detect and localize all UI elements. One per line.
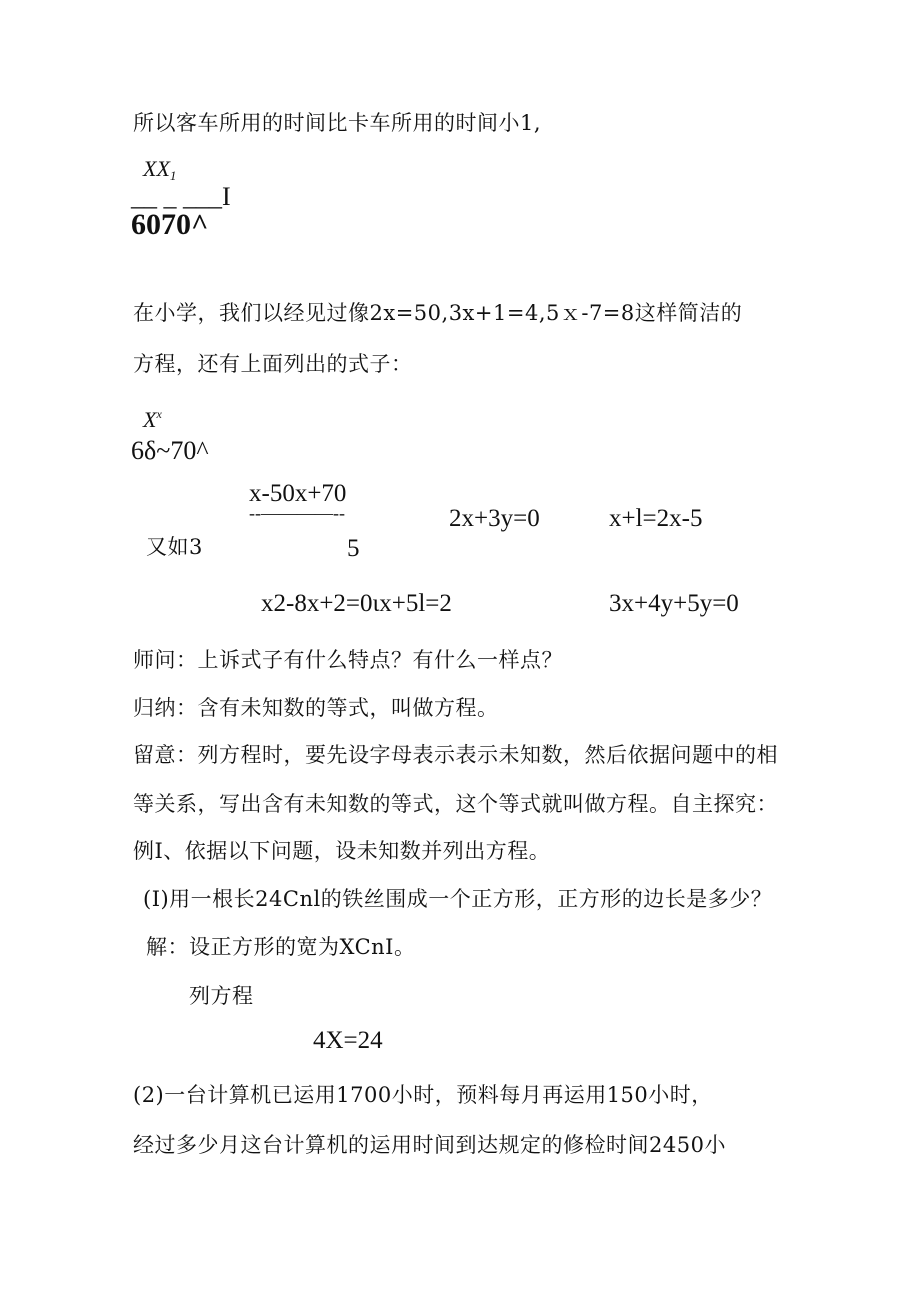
formula-2-top-main: X [143, 407, 157, 432]
equation-b: x+l=2x-5 [609, 505, 703, 532]
text-line-14: 经过多少月这台计算机的运用时间到达规定的修检时间2450小 [133, 1133, 726, 1157]
text-line-10: 解：设正方形的宽为XCnI。 [146, 935, 416, 959]
formula-1-middle: __ _ ___I [131, 182, 231, 211]
text-line-5: 归纳：含有未知数的等式，叫做方程。 [133, 696, 499, 720]
formula-2-top [143, 408, 162, 431]
formula-2-top-superscript: x [156, 407, 162, 421]
fraction-denominator: 5 [347, 535, 360, 562]
fraction-numerator: x-50x+70 [249, 480, 347, 507]
fraction-bar: --————-- [249, 503, 345, 523]
text-line-9: (I)用一根长24Cnl的铁丝围成一个正方形，正方形的边长是多少？ [143, 887, 773, 911]
youru-label: 又如3 [146, 535, 203, 559]
formula-1-top-main: XX [143, 156, 170, 181]
text-line-1: 所以客车所用的时间比卡车所用的时间小1, [133, 111, 542, 135]
text-line-2: 在小学，我们以经见过像2x=50,3x+1=4,5ｘ-7=8这样简洁的 [133, 301, 743, 325]
text-line-8: 例I、依据以下问题，设未知数并列出方程。 [133, 839, 551, 863]
formula-2-bottom: 6δ~70^ [131, 436, 209, 465]
text-line-3: 方程，还有上面列出的式子： [133, 352, 413, 376]
formula-1-top [143, 158, 176, 182]
text-line-7: 等关系，写出含有未知数的等式，这个等式就叫做方程。自主探究： [133, 792, 778, 816]
text-line-13: (2)一台计算机已运用1700小时，预料每月再运用150小时， [133, 1083, 713, 1107]
equation-c: x2-8x+2=0ιx+5l=2 [261, 590, 452, 617]
equation-d: 3x+4y+5y=0 [609, 590, 739, 617]
equation-a: 2x+3y=0 [449, 505, 540, 532]
formula-1-bottom: 6070^ [131, 208, 209, 241]
text-line-6: 留意：列方程时，要先设字母表示表示未知数，然后依据问题中的相 [133, 743, 778, 767]
text-line-4: 师问：上诉式子有什么特点？有什么一样点？ [133, 648, 563, 672]
equation-4x: 4X=24 [313, 1027, 383, 1054]
formula-1-top-subscript: 1 [169, 168, 177, 183]
text-line-11: 列方程 [189, 984, 254, 1008]
